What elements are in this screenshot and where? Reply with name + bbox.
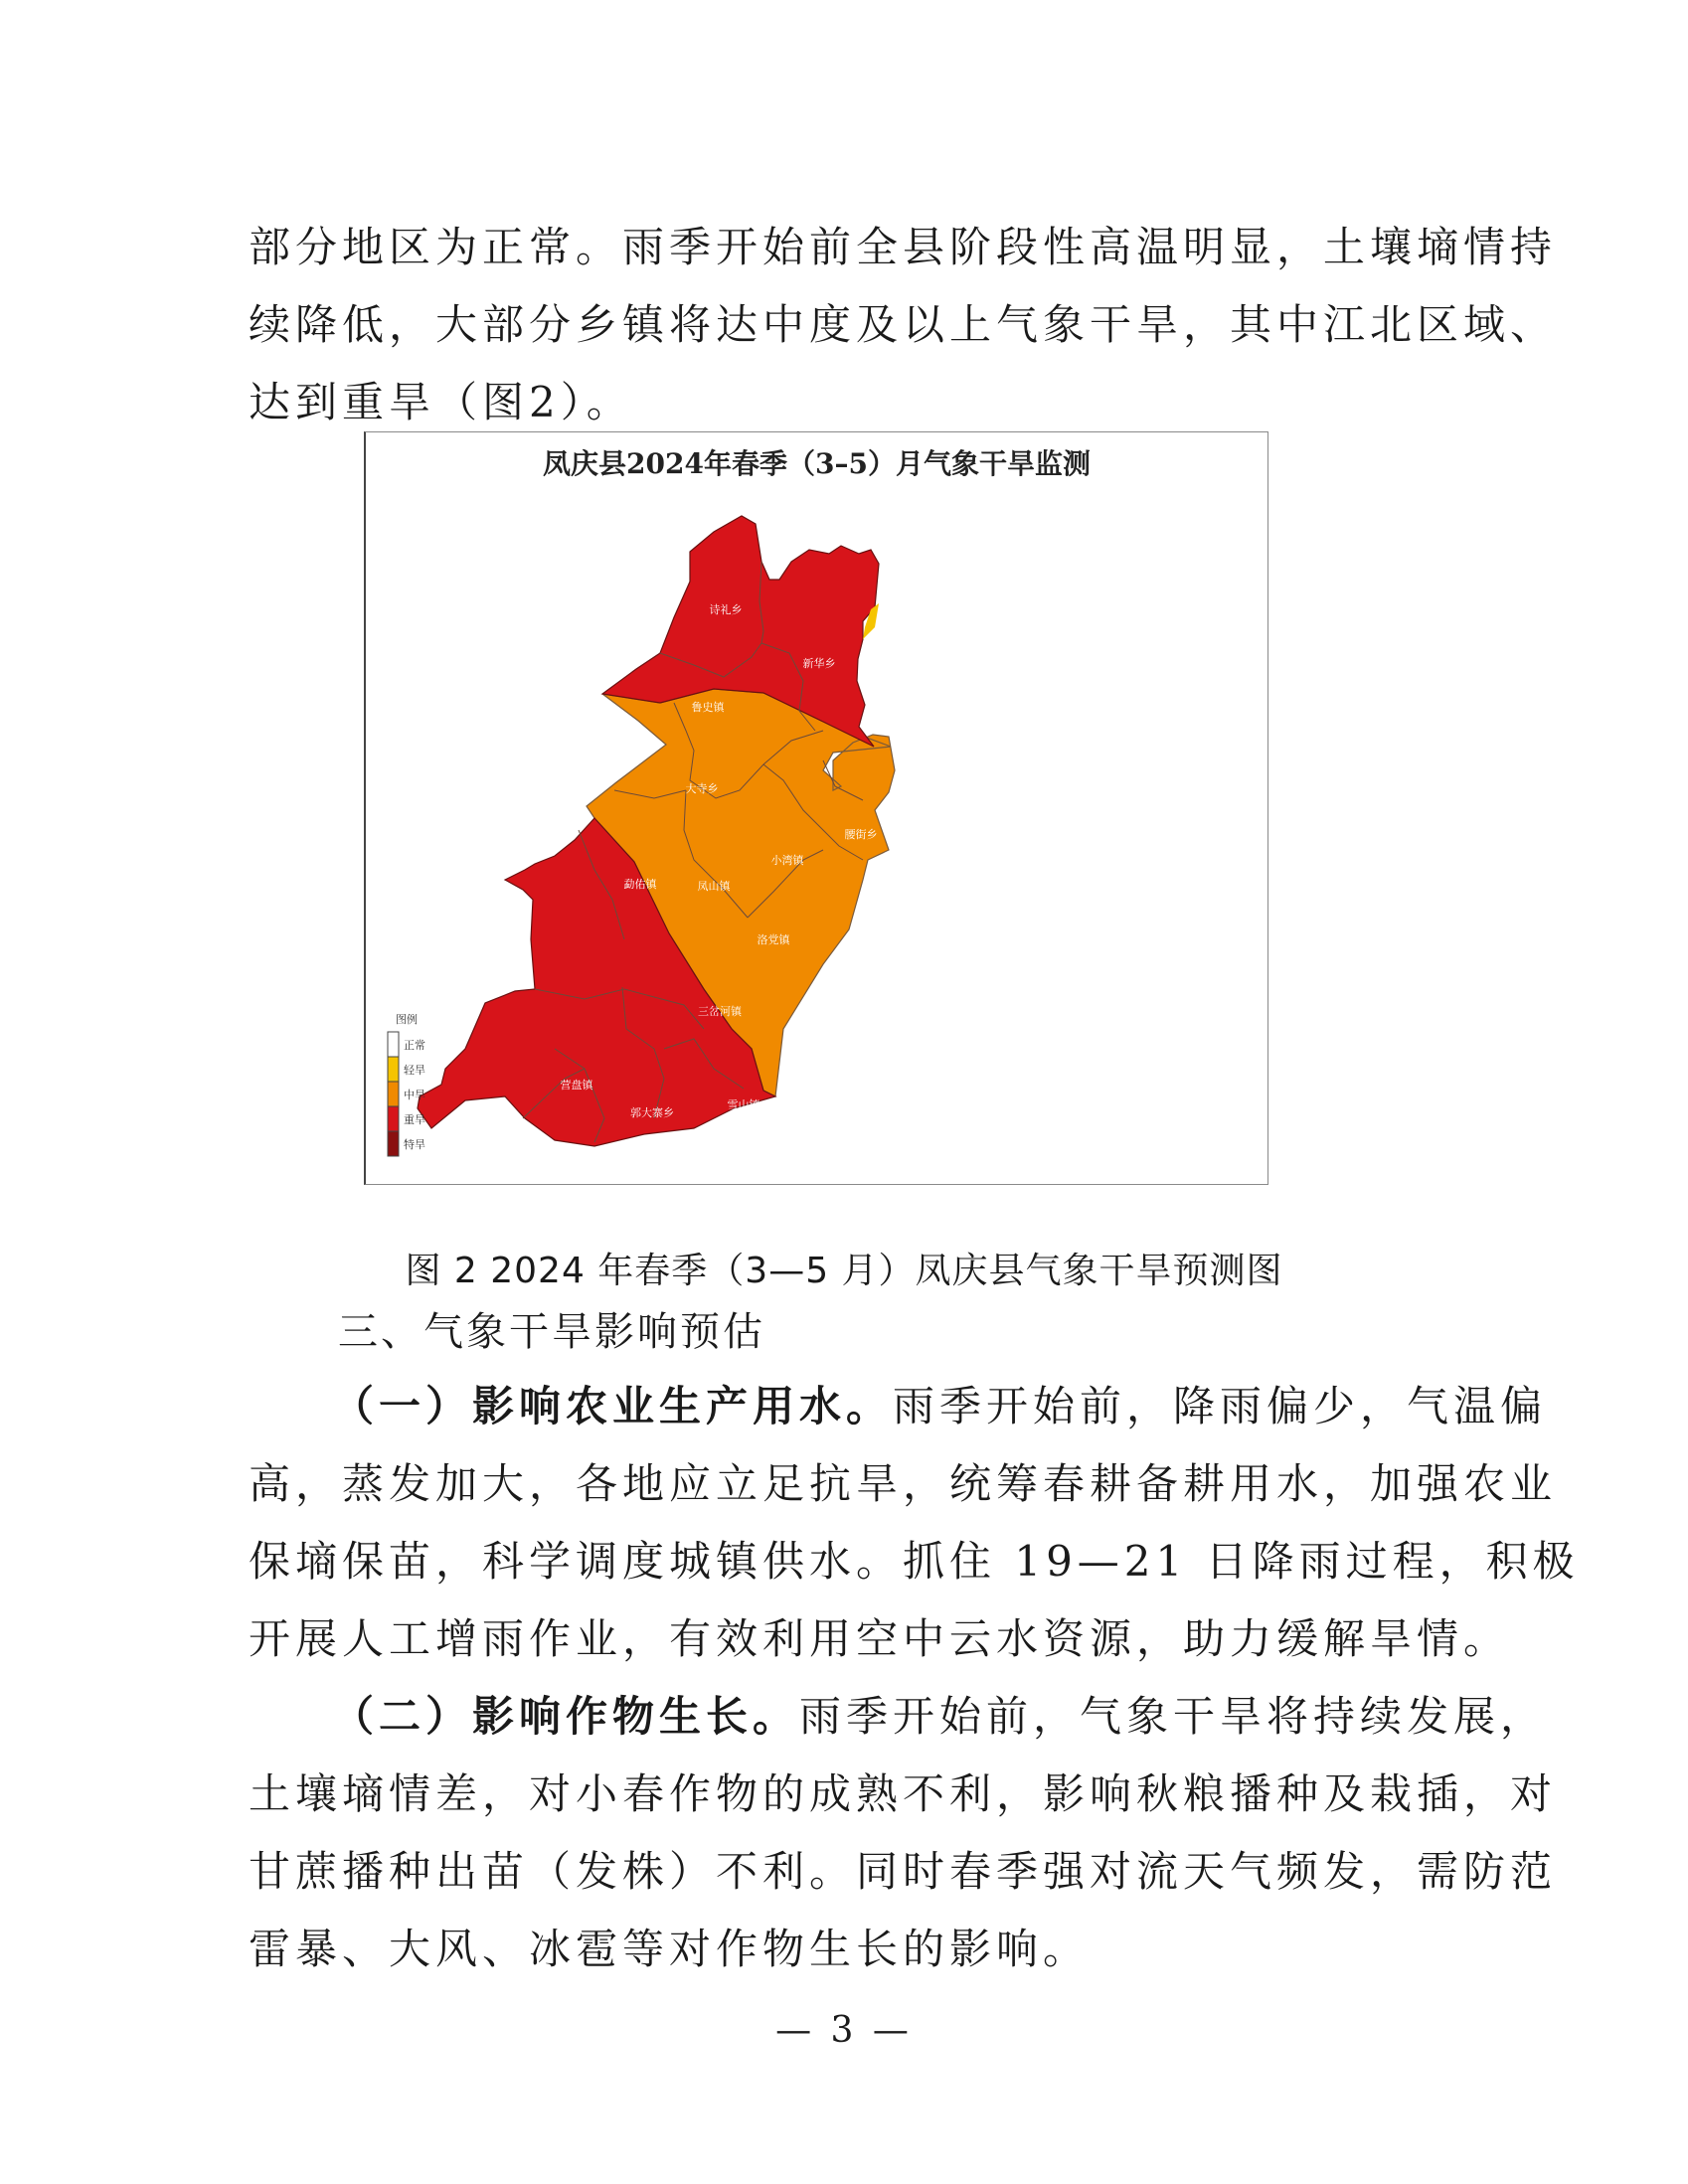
legend-label: 重旱 [404,1113,425,1126]
section-heading: 三、气象干旱影响预估 [338,1309,765,1355]
town-label: 洛党镇 [757,933,790,946]
body-text-line: 开展人工增雨作业，有效利用空中云水资源，助力缓解旱情。 [249,1614,1511,1663]
body-text-line: 高，蒸发加大，各地应立足抗旱，统筹春耕备耕用水，加强农业 [249,1459,1558,1508]
body-text: 雨季开始前，气象干旱将持续发展， [799,1692,1548,1741]
town-label: 雪山镇 [727,1098,760,1111]
town-label: 大寺乡 [685,782,719,795]
figure-caption: 图 2 2024 年春季（3—5 月）凤庆县气象干旱预测图 [405,1251,1283,1291]
body-text-line [249,1678,1548,1756]
legend-swatch [388,1131,399,1156]
body-text-line: 保墒保苗，科学调度城镇供水。抓住 19—21 日降雨过程，积极 [249,1537,1580,1586]
legend-title: 图例 [396,1013,418,1026]
town-label: 新华乡 [802,657,836,670]
town-label: 凤山镇 [697,880,731,893]
legend-label: 轻旱 [404,1064,425,1077]
town-label: 郭大寨乡 [630,1106,674,1119]
body-text-line: 达到重旱（图2）。 [249,378,633,426]
body-text-line [249,1368,1548,1445]
legend-label: 正常 [404,1039,425,1052]
legend-swatch [388,1032,399,1057]
body-text-line: 部分地区为正常。雨季开始前全县阶段性高温明显，土壤墒情持 [249,223,1558,271]
subsection-title: （一）影响农业生产用水。 [332,1382,894,1430]
body-text-line: 续降低，大部分乡镇将达中度及以上气象干旱，其中江北区域、 [249,300,1558,349]
town-label: 鲁史镇 [691,701,725,714]
legend-label: 特旱 [404,1138,425,1151]
town-label: 营盘镇 [560,1079,593,1092]
body-text-line: 土壤墒情差，对小春作物的成熟不利，影响秋粮播种及栽插，对 [249,1769,1558,1818]
legend-label: 中旱 [404,1089,425,1101]
town-label: 腰街乡 [844,828,878,841]
town-label: 三岔河镇 [698,1005,742,1018]
legend-swatch [388,1057,399,1082]
map-title: 凤庆县2024年春季（3–5）月气象干旱监测 [543,447,1091,480]
body-text: 雨季开始前，降雨偏少，气温偏 [893,1382,1548,1430]
subsection-title: （二）影响作物生长。 [332,1692,800,1741]
legend-swatch [388,1106,399,1131]
town-label: 小湾镇 [770,854,804,867]
drought-map-figure [364,431,1268,1185]
town-label: 诗礼乡 [709,603,743,616]
body-text-line: 甘蔗播种出苗（发株）不利。同时春季强对流天气频发，需防范 [249,1847,1558,1896]
page-number: — 3 — [775,2010,913,2051]
legend-swatch [388,1082,399,1106]
body-text-line: 雷暴、大风、冰雹等对作物生长的影响。 [249,1925,1091,1973]
map-legend [388,1012,425,1156]
town-label: 勐佑镇 [623,878,657,891]
drought-map [366,432,1267,1184]
